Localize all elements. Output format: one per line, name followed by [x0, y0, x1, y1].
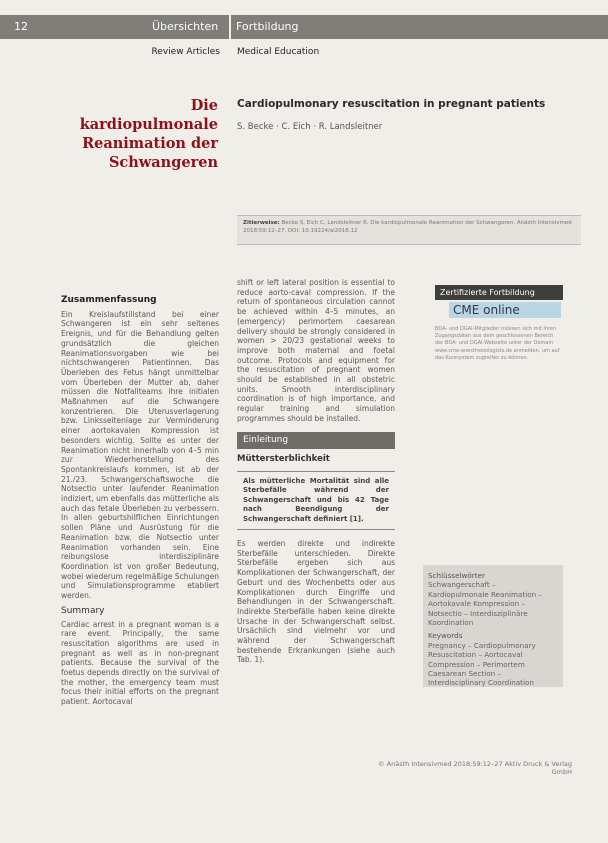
article-authors: S. Becke · C. Eich · R. Landsleitner — [237, 122, 383, 132]
summary-text-continued: shift or left lateral position is essential to reduce aorto-caval compression. If the return of spontaneous circulation cannot be achieved within 4–5 minutes, an (emergency) perimortem caesarean delivery should be strongly considered in women > 20/23 gestational weeks to improve both maternal and foetal outcome. Protocols and equipment for the resuscitation of pregnant women should be established in all obstetric units. Smooth interdisciplinary coordination is of high importance, and regular training and simulation programmes should be installed. — [237, 278, 395, 423]
keywords-box — [423, 565, 563, 687]
keywords-label-de: Schlüsselwörter — [428, 571, 485, 580]
definition-box: Als mütterliche Mortalität sind alle Sterbefälle während der Schwangerschaft und bis 42 Tage nach Beendigung der Schwangerschaft definiert [1]. — [237, 471, 395, 530]
cme-online-label: CME online — [449, 302, 561, 318]
subsection-right: Medical Education — [237, 47, 320, 57]
keywords-label-en: Keywords — [428, 631, 463, 641]
article-title-english: Cardiopulmonary resuscitation in pregnant patients — [237, 98, 546, 110]
einleitung-text: Es werden direkte und indirekte Sterbefälle unterschieden. Direkte Sterbefälle ergeben sich aus Komplikationen der Schwangerschaft, der Geburt und des Wochenbetts oder aus Komplikationen durch Eingriffe und Behandlungen in der Schwangerschaft. Indirekte Sterbefälle haben keine direkte Ursache in der Schwangerschaft selbst. Ursächlich sind vielmehr vor und während der Schwangerschaft bestehende Erkrankungen (siehe auch Tab. 1). — [237, 538, 395, 665]
cme-text: BDA- und DGAI-Mitglieder müssen sich mit ihren Zugangsdaten aus dem geschlossenen Bereich der BDA- und DGAI-Webseite unter der Domain www.cme-anesthesiologists.de anmelden, um auf das Kurssystem zugreifen zu können. — [435, 326, 560, 361]
zusammenfassung-heading: Zusammenfassung — [61, 295, 157, 305]
einleitung-heading: Einleitung — [237, 432, 395, 450]
zusammenfassung-text: Ein Kreislaufstillstand bei einer Schwangeren ist ein sehr seltenes Ereignis, und für die Behandlung gelten grundsätzlich die gleichen Reanimationsvorgaben wie bei nichtschwangeren Patientinnen. Das Überleben des Fetus hängt unmittelbar vom Überleben der Mutter ab, daher müssen die Notfallteams ihre initialen Maßnahmen auf die Schwangere konzentrieren. Die Uterusverlagerung bzw. Linksseitenlage zur Verminderung einer aortokavalen Kompression ist besonders wichtig. Sollte es unter der Reanimation nicht innerhalb von 4–5 min zur Wiederherstellung des Spontankreislaufs kommen, ist ab der 21./23. Schwangerschaftswoche die Notsectio unter laufender Reanimation indiziert, um ebenfalls das mütterliche als auch das fetale Überleben zu verbessern. In allen geburtshilflichen Einrichtungen sollen Pläne und Ausrüstung für die Reanimation bzw. die Notsectio unter Reanimation vorhanden sein. Eine reibungslose interdisziplinäre Koordination ist von großer Bedeutung, wobei wiederum regelmäßige Schulungen und Simulationsprogramme etabliert werden. — [61, 309, 219, 601]
citation-text: Becke S, Eich C, Landsleitner R. Die kardiopulmonale Reanimation der Schwangeren. Anästh Intensivmed 2018;59:12–27. DOI: 10.19224/ai2018.12 — [243, 220, 572, 234]
header-bar — [0, 15, 608, 39]
cme-box — [435, 285, 563, 362]
muettersterblichkeit-heading: Müttersterblichkeit — [237, 454, 330, 465]
section-label-left: Übersichten — [152, 20, 219, 33]
header-divider — [229, 15, 231, 39]
summary-heading: Summary — [61, 605, 105, 616]
subsection-left: Review Articles — [151, 47, 220, 57]
article-title-german: Die kardiopulmonale Reanimation der Schwangeren — [79, 97, 218, 171]
citation-label: Zitierweise: — [243, 220, 280, 226]
page-number: 12 — [14, 20, 28, 33]
cme-bar-label: Zertifizierte Fortbildung — [435, 285, 563, 300]
summary-text: Cardiac arrest in a pregnant woman is a rare event. Principally, the same resuscitation algorithms are used in pregnant as well as in non-pregnant patients. Because the survival of the foetus depends directly on the survival of the mother, the emergency team must focus their initial efforts on the pregnant patient. Aortocaval — [61, 619, 219, 707]
column-middle — [237, 278, 395, 665]
keywords-text-en: Pregnancy – Cardiopulmonary Resuscitation – Aortocaval Compression – Perimortem Caesarean Section – Interdisciplinary Coordination — [428, 640, 536, 688]
section-label-right: Fortbildung — [236, 20, 299, 33]
footer-copyright: © Anästh Intensivmed 2018;59:12–27 Aktiv Druck & Verlag GmbH — [378, 760, 572, 776]
column-left — [61, 296, 219, 707]
citation-box — [237, 215, 581, 245]
keywords-text-de: Schwangerschaft – Kardiopulmonale Reanimation – Aortokavale Kompression – Notsectio – Interdisziplinäre Koordination — [428, 580, 543, 628]
